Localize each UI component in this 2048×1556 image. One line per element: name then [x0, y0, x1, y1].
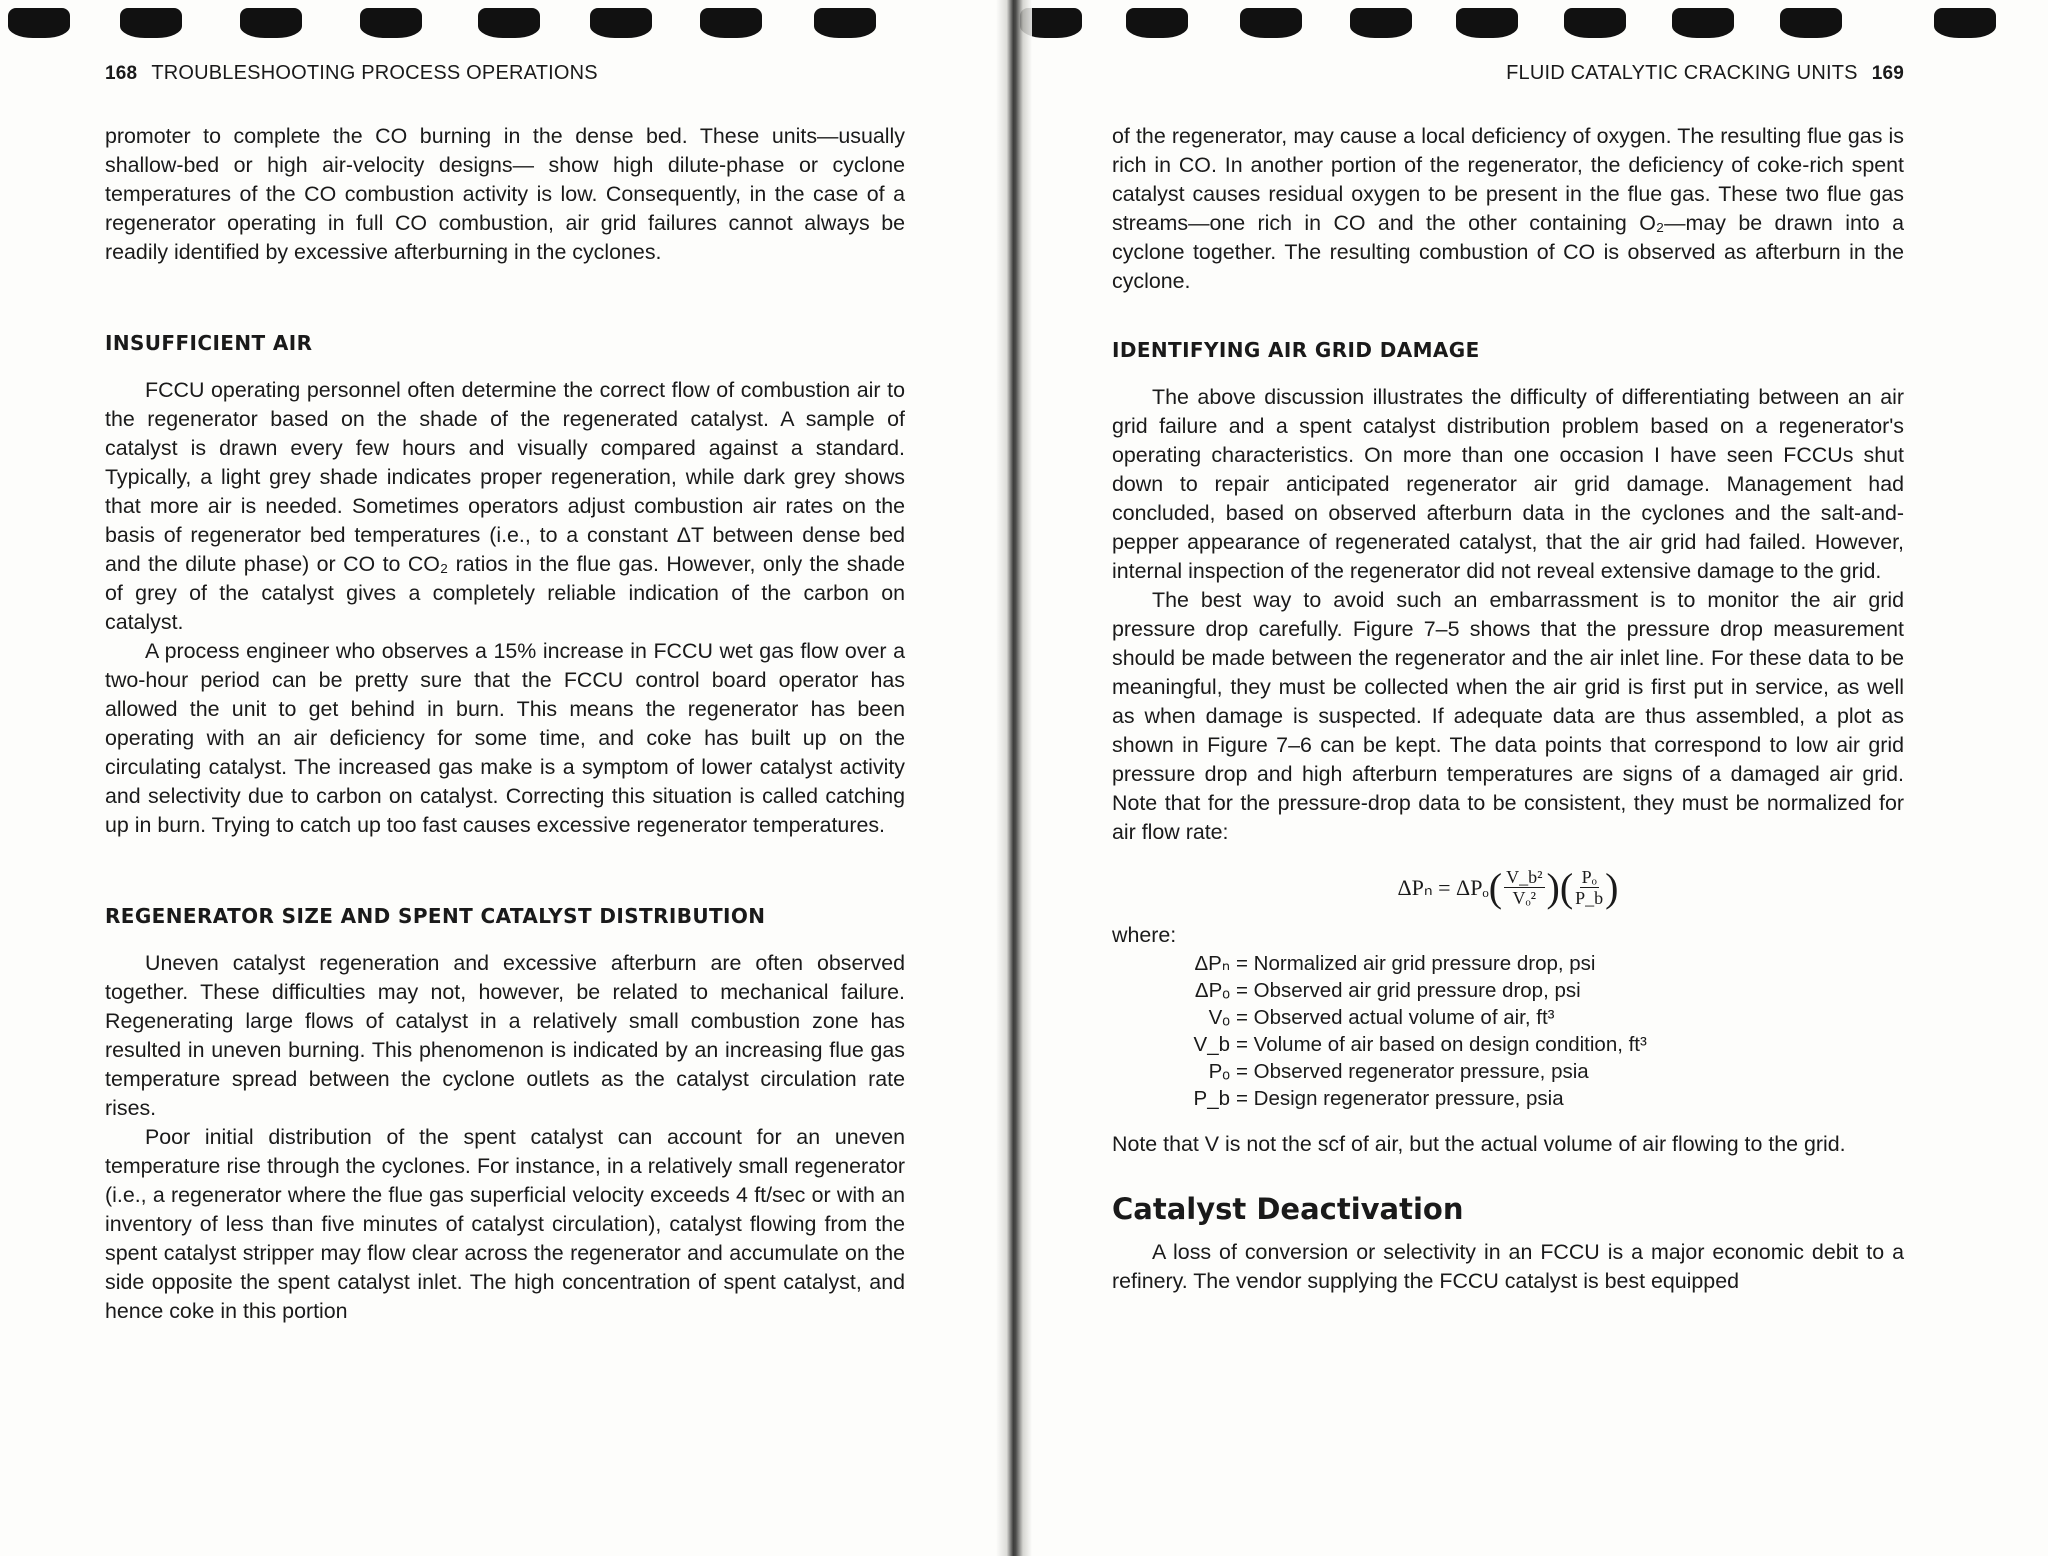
paren-close: ) [1546, 864, 1560, 910]
binding-hole [1780, 8, 1842, 38]
right-page [1112, 62, 1904, 1296]
section-heading: REGENERATOR SIZE AND SPENT CATALYST DISTRIBUTION [105, 904, 766, 928]
definition-text: = Design regenerator pressure, psia [1236, 1087, 1564, 1110]
definition-row [1162, 1058, 1904, 1085]
definition-row [1162, 977, 1904, 1004]
definition-text: = Observed actual volume of air, ft³ [1236, 1006, 1555, 1029]
right-running-head [1112, 62, 1904, 92]
chapter-heading: Catalyst Deactivation [1112, 1192, 1464, 1226]
where-label: where: [1112, 923, 1177, 947]
definition-symbol: P_b [1193, 1087, 1230, 1110]
page-number: 169 [1871, 63, 1904, 84]
binding-hole [1564, 8, 1626, 38]
fraction-pressure [1575, 867, 1603, 908]
paragraph: The above discussion illustrates the difficulty of differentiating between an air grid failure and a spent catalyst distribution problem based on a regenerator's operating characteristics. On more than one occasion I have seen FCCUs shut down to repair anticipated regenerator air grid damage. Management had concluded, based on observed afterburn data in the cyclones and the salt-and-pepper appearance of regenerated catalyst, that the air grid had failed. However, internal inspection of the regenerator did not reveal extensive damage to the grid. [1112, 385, 1904, 583]
binding-hole [8, 8, 70, 38]
normalization-formula [1112, 859, 1904, 915]
paragraph: A process engineer who observes a 15% increase in FCCU wet gas flow over a two-hour period can be pretty sure that the FCCU control board operator has allowed the unit to get behind in burn. This means the regenerator has been operating with an air deficiency for some time, and coke has built up on the circulating catalyst. The increased gas make is a symptom of lower catalyst activity and selectivity due to carbon on catalyst. Correcting this situation is called catching up in burn. Trying to catch up too fast causes excessive regenerator temperatures. [105, 639, 905, 837]
binding-hole [590, 8, 652, 38]
definition-symbol: Pₒ [1208, 1060, 1230, 1083]
binding-hole [1456, 8, 1518, 38]
paragraph: FCCU operating personnel often determine the correct flow of combustion air to the regenerator based on the shade of the regenerated catalyst. A sample of catalyst is drawn every few hours and visually compared against a standard. Typically, a light grey shade indicates proper regeneration, while dark grey shows that more air is needed. Sometimes operators adjust combustion air rates on the basis of regenerator bed temperatures (i.e., to a constant ΔT between dense bed and the dilute phase) or CO to CO₂ ratios in the flue gas. However, only the shade of grey of the catalyst gives a completely reliable indication of the carbon on catalyst. [105, 378, 905, 634]
paragraph: Uneven catalyst regeneration and excessive afterburn are often observed together. These difficulties may not, however, be related to mechanical failure. Regenerating large flows of catalyst in a relatively small combustion zone has resulted in uneven burning. This phenomenon is indicated by an increasing flue gas temperature spread between the cyclone outlets as the catalyst circulation rate rises. [105, 951, 905, 1120]
binding-hole [1240, 8, 1302, 38]
binding-hole [1672, 8, 1734, 38]
binding-hole [1934, 8, 1996, 38]
section-heading: IDENTIFYING AIR GRID DAMAGE [1112, 338, 1480, 362]
definition-symbol: ΔPₙ [1194, 952, 1230, 975]
paragraph: The best way to avoid such an embarrassment is to monitor the air grid pressure drop carefully. Figure 7–5 shows that the pressure drop measurement should be made between the regenerator and the air inlet line. For these data to be meaningful, they must be collected when the air grid is first put in service, as well as when damage is suspected. If adequate data are thus assembled, a plot as shown in Figure 7–6 can be kept. The data points that correspond to low air grid pressure drop and high afterburn temperatures are signs of a damaged air grid. Note that for the pressure-drop data to be consistent, they must be normalized for air flow rate: [1112, 588, 1904, 844]
paren-open: ( [1488, 864, 1503, 910]
definition-row [1162, 1085, 1904, 1112]
binding-hole [1126, 8, 1188, 38]
paragraph: promoter to complete the CO burning in the dense bed. These units—usually shallow-bed or high air-velocity designs— show high dilute-phase or cyclone temperatures of the CO combustion activity is low. Consequently, in the case of a regenerator operating in full CO combustion, air grid failures cannot always be readily identified by excessive afterburning in the cyclones. [105, 124, 905, 264]
definition-symbol: ΔPₒ [1194, 979, 1230, 1002]
paragraph: Note that V is not the scf of air, but the actual volume of air flowing to the grid. [1112, 1132, 1846, 1156]
fraction-numerator: Pₒ [1581, 866, 1597, 887]
book-spine [996, 0, 1032, 1556]
section-heading: INSUFFICIENT AIR [105, 331, 313, 355]
running-head-title: TROUBLESHOOTING PROCESS OPERATIONS [151, 62, 598, 84]
definition-row [1162, 1004, 1904, 1031]
fraction-numerator: V_b² [1506, 866, 1543, 887]
paren-open: ( [1559, 864, 1574, 910]
binding-hole [1350, 8, 1412, 38]
paragraph: A loss of conversion or selectivity in an FCCU is a major economic debit to a refinery. The vendor supplying the FCCU catalyst is best equipped [1112, 1240, 1904, 1293]
binding-hole [120, 8, 182, 38]
definition-symbol: Vₒ [1208, 1006, 1230, 1029]
running-head-title: FLUID CATALYTIC CRACKING UNITS [1506, 62, 1858, 84]
formula-lhs: ΔPₙ = ΔPₒ [1397, 874, 1489, 900]
binding-hole [360, 8, 422, 38]
paragraph: Poor initial distribution of the spent catalyst can account for an uneven temperature rise through the cyclones. For instance, in a relatively small regenerator (i.e., a regenerator where the flue gas superficial velocity exceeds 4 ft/sec or with an inventory of less than five minutes of catalyst circulation), catalyst flowing from the spent catalyst stripper may flow clear across the regenerator and accumulate on the side opposite the spent catalyst inlet. The high concentration of spent catalyst, and hence coke in this portion [105, 1125, 905, 1323]
left-page [105, 62, 905, 1326]
binding-hole [814, 8, 876, 38]
definition-symbol: V_b [1193, 1033, 1230, 1056]
left-body [105, 122, 905, 1326]
fraction-denominator: Vₒ² [1512, 887, 1537, 908]
definition-row [1162, 1031, 1904, 1058]
definition-list [1162, 950, 1904, 1112]
fraction-volume [1504, 867, 1544, 908]
definition-text: = Volume of air based on design condition, ft³ [1236, 1033, 1647, 1056]
left-running-head [105, 62, 905, 92]
paren-close: ) [1605, 864, 1619, 910]
paragraph: of the regenerator, may cause a local deficiency of oxygen. The resulting flue gas is rich in CO. In another portion of the regenerator, the deficiency of coke-rich spent catalyst causes residual oxygen to be present in the flue gas. These two flue gas streams—one rich in CO and the other containing O₂—may be drawn into a cyclone together. The resulting combustion of CO is observed as afterburn in the cyclone. [1112, 124, 1904, 293]
definition-text: = Observed air grid pressure drop, psi [1236, 979, 1581, 1002]
page-number: 168 [105, 63, 138, 84]
binding-hole [478, 8, 540, 38]
right-body [1112, 122, 1904, 1296]
definition-text: = Normalized air grid pressure drop, psi [1236, 952, 1596, 975]
binding-hole [700, 8, 762, 38]
definition-text: = Observed regenerator pressure, psia [1236, 1060, 1589, 1083]
definition-row [1162, 950, 1904, 977]
fraction-denominator: P_b [1575, 887, 1604, 908]
binding-hole [240, 8, 302, 38]
